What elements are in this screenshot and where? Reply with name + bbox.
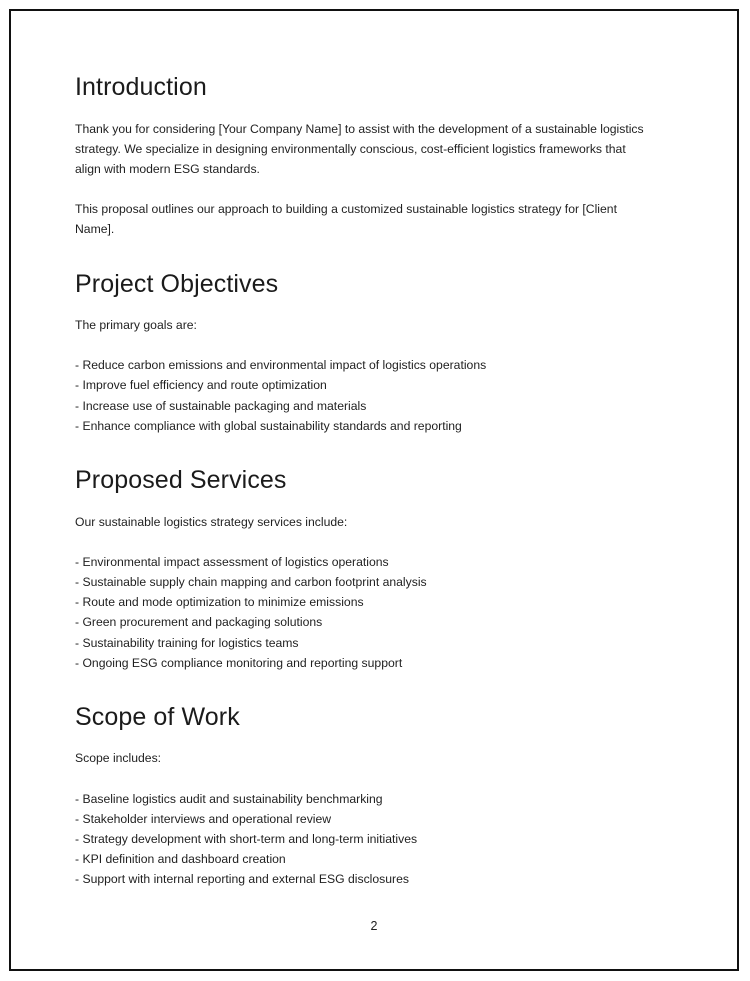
section-proposed-services <box>75 466 653 673</box>
list-item: - Strategy development with short-term and long-term initiatives <box>75 832 418 847</box>
list-item: - Environmental impact assessment of logistics operations <box>75 554 389 569</box>
list-item: - Ongoing ESG compliance monitoring and reporting support <box>75 655 403 670</box>
list-item: - Sustainable supply chain mapping and carbon footprint analysis <box>75 574 427 589</box>
list-project-objectives <box>75 355 653 436</box>
page-number: 2 <box>370 919 378 933</box>
list-item: - Sustainability training for logistics teams <box>75 635 299 650</box>
list-item: - Baseline logistics audit and sustainability benchmarking <box>75 791 383 806</box>
paragraph-intro-2: This proposal outlines our approach to building a customized sustainable logistics strategy for [Client Name]. <box>75 202 617 237</box>
section-heading-introduction: Introduction <box>75 73 207 101</box>
section-scope-of-work <box>75 703 653 890</box>
page-content-area <box>11 11 737 969</box>
list-item: - Reduce carbon emissions and environmental impact of logistics operations <box>75 358 487 373</box>
paragraph-scope-intro: Scope includes: <box>75 751 162 766</box>
section-heading-scope-of-work: Scope of Work <box>75 702 240 731</box>
list-item: - Enhance compliance with global sustainability standards and reporting <box>75 418 462 433</box>
list-item: - Green procurement and packaging solutions <box>75 615 323 630</box>
list-item: - Support with internal reporting and external ESG disclosures <box>75 872 409 887</box>
paragraph-services-intro: Our sustainable logistics strategy services include: <box>75 514 348 529</box>
list-scope-of-work <box>75 789 653 890</box>
list-item: - Increase use of sustainable packaging and materials <box>75 398 367 413</box>
paragraph-intro-1: Thank you for considering [Your Company Name] to assist with the development of a sustainable logistics strategy. We specialize in designing environmentally conscious, cost-efficient logistics frameworks that align with modern ESG standards. <box>75 121 644 176</box>
section-project-objectives <box>75 270 653 437</box>
section-heading-proposed-services: Proposed Services <box>75 466 287 495</box>
list-proposed-services <box>75 552 653 673</box>
document-body <box>75 73 653 890</box>
section-introduction <box>75 73 653 240</box>
list-item: - Stakeholder interviews and operational review <box>75 811 332 826</box>
document-page <box>9 9 739 971</box>
list-item: - Improve fuel efficiency and route optimization <box>75 378 327 393</box>
list-item: - KPI definition and dashboard creation <box>75 852 286 867</box>
section-heading-project-objectives: Project Objectives <box>75 269 279 298</box>
list-item: - Route and mode optimization to minimize emissions <box>75 595 364 610</box>
paragraph-objectives-intro: The primary goals are: <box>75 318 197 333</box>
